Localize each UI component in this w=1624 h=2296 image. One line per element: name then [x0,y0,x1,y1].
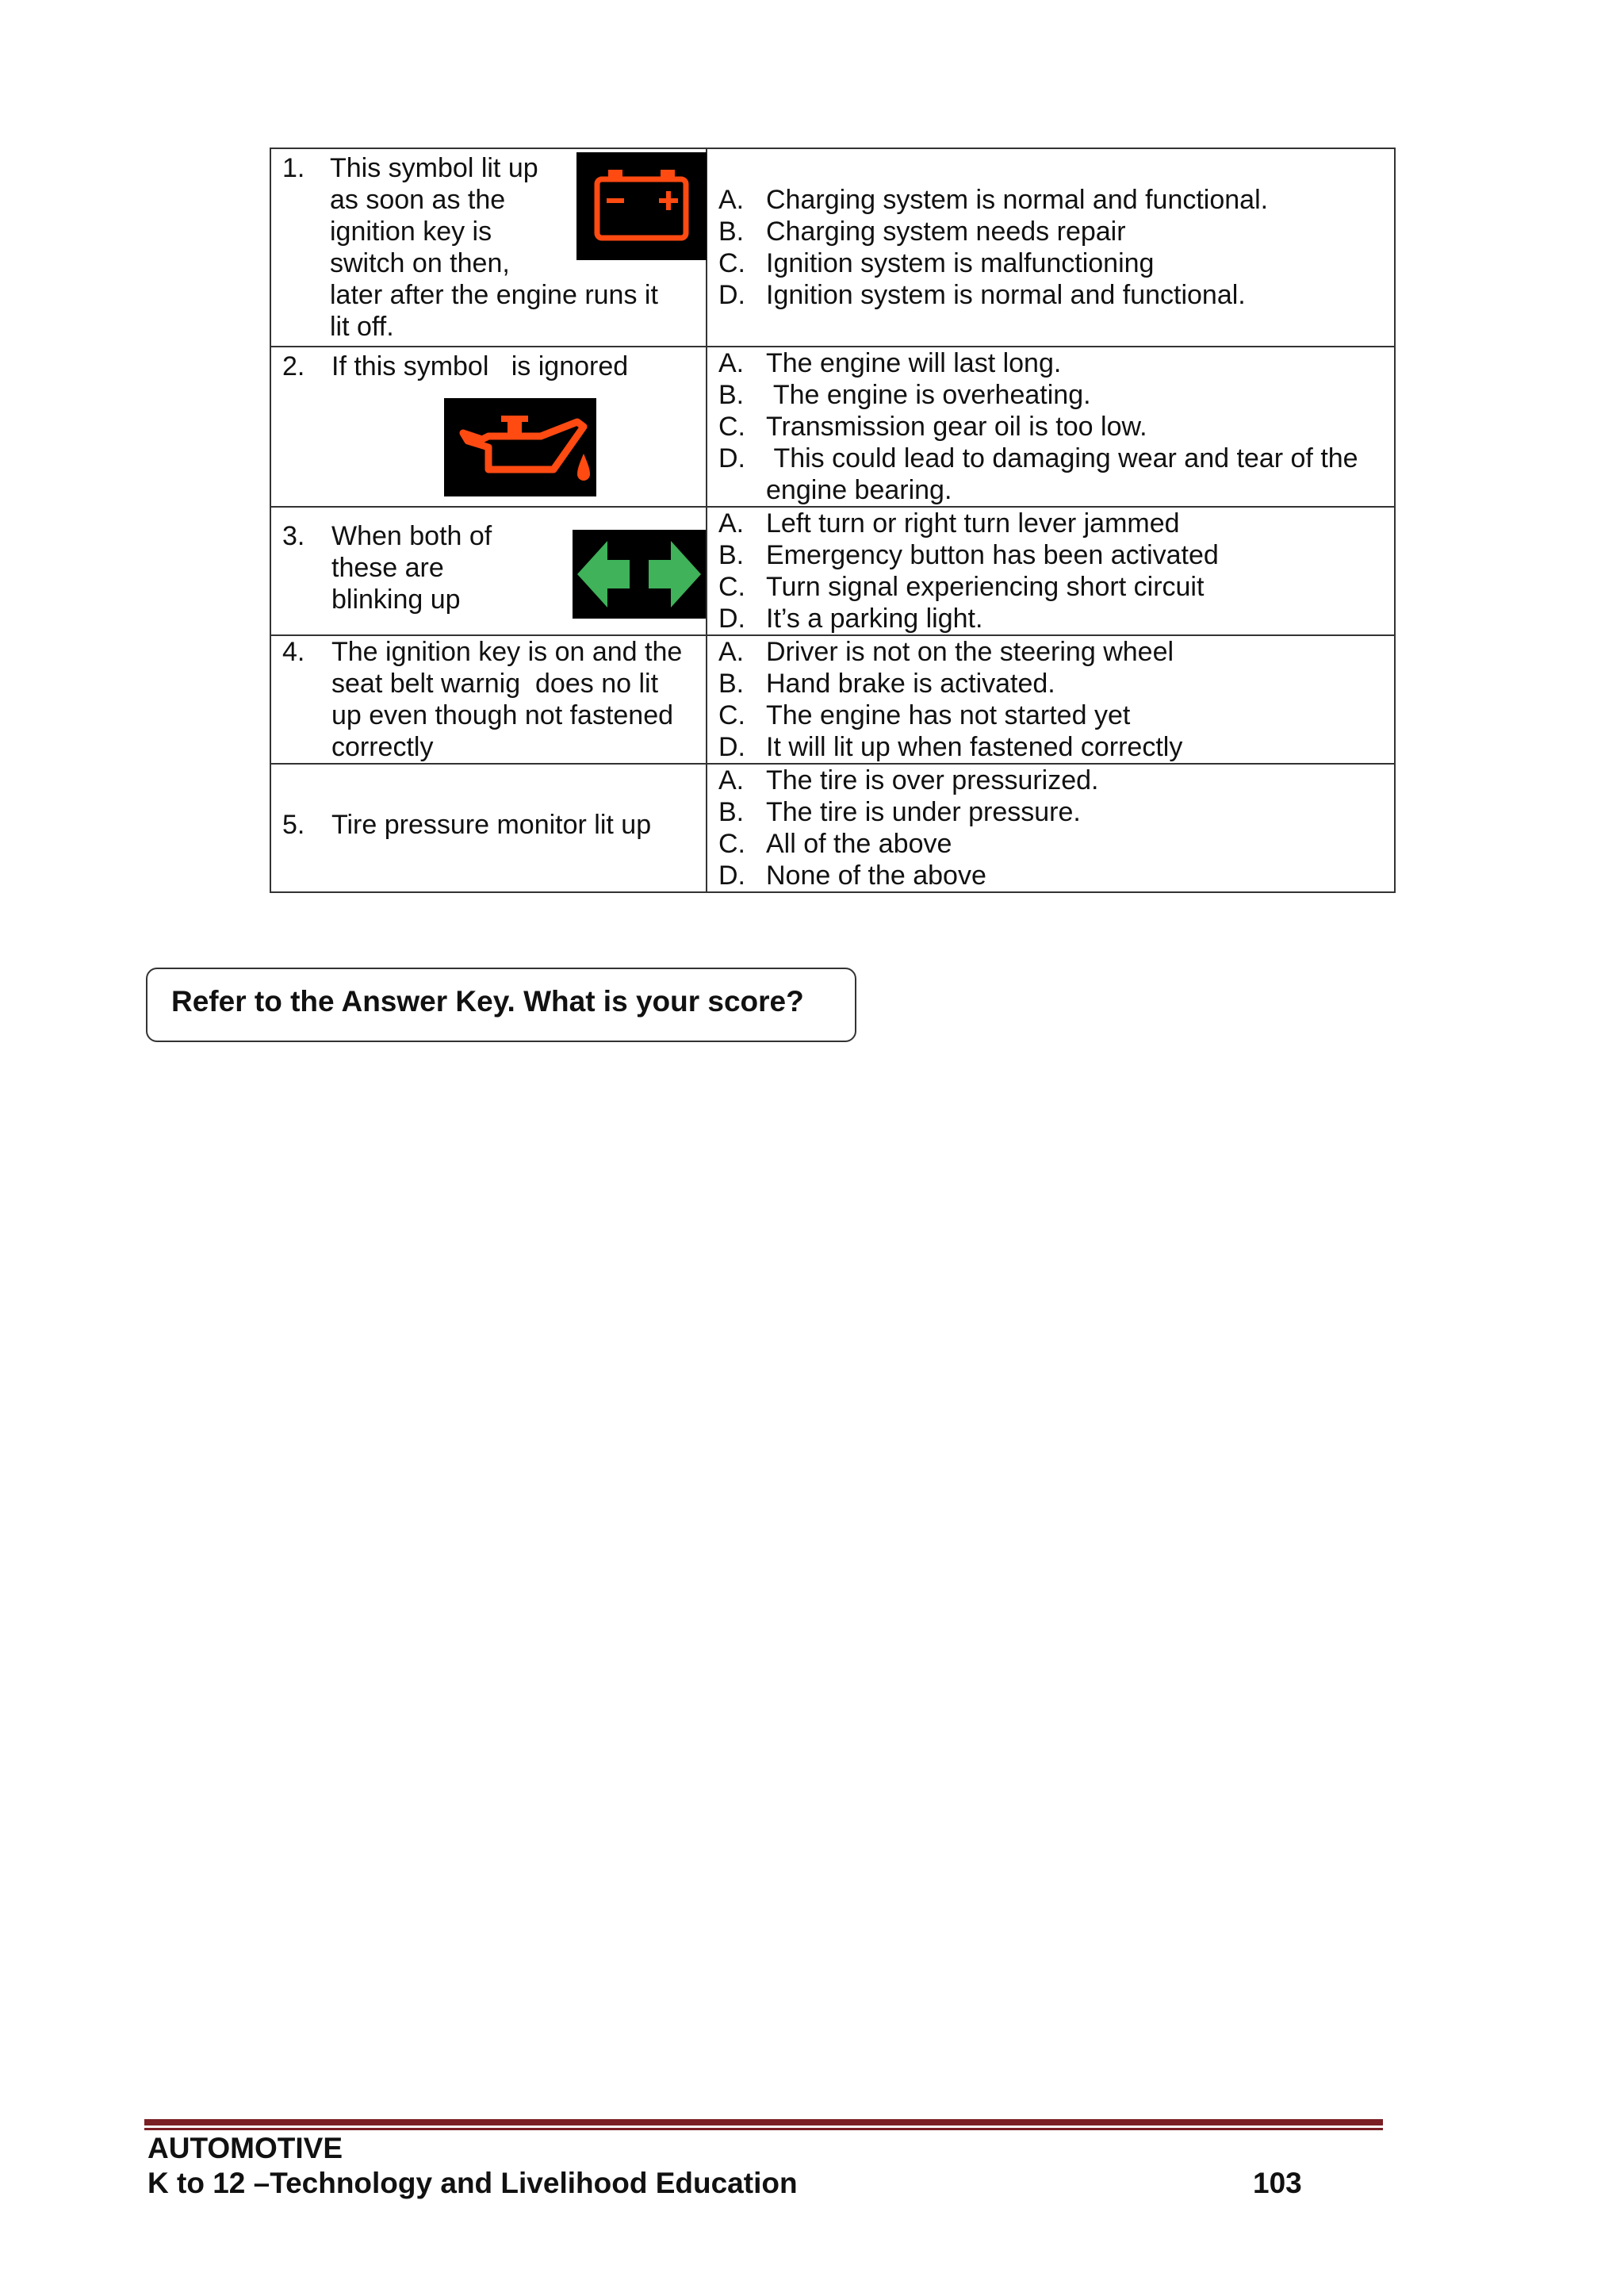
question-line: correctly [331,732,434,762]
question-row [270,635,1395,764]
question-number: 1. [282,153,305,183]
question-line: lit off. [330,312,394,342]
question-cell [270,148,707,347]
option-item[interactable]: D. None of the above [718,861,986,891]
question-line: these are [331,553,444,583]
question-number: 3. [282,521,305,551]
question-cell [270,635,707,764]
footer-rule-thin [144,2128,1383,2130]
option-item[interactable]: B. The tire is under pressure. [718,797,1081,827]
answer-cell [707,507,1395,635]
footer-subtitle: K to 12 –Technology and Livelihood Education [147,2167,798,2199]
question-line: up even though not fastened [331,700,674,730]
question-number: 5. [282,810,305,840]
footer-title: AUTOMOTIVE [147,2132,343,2164]
option-item[interactable]: C. Turn signal experiencing short circuit [718,572,1205,602]
question-cell [270,507,707,635]
question-line: ignition key is [330,217,492,247]
option-item[interactable]: B. Emergency button has been activated [718,540,1219,570]
option-item[interactable]: C. The engine has not started yet [718,700,1131,730]
question-line: as soon as the [330,185,506,215]
option-item[interactable]: C. All of the above [718,829,952,859]
battery-warning-icon [576,152,707,260]
question-cell [270,347,707,507]
question-line: When both of [331,521,492,551]
option-item[interactable]: B. Charging system needs repair [718,217,1126,247]
option-item[interactable]: A. The tire is over pressurized. [718,765,1099,795]
question-line: If this symbol is ignored [331,351,629,381]
question-line: seat belt warnig does no lit [331,669,659,699]
answer-cell [707,764,1395,892]
question-number: 4. [282,637,305,667]
answer-cell [707,148,1395,347]
question-number: 2. [282,351,305,381]
option-item[interactable]: D. It’s a parking light. [718,604,983,634]
question-line: switch on then, [330,248,510,278]
answer-cell [707,635,1395,764]
option-item[interactable]: A. Left turn or right turn lever jammed [718,508,1180,539]
quiz-table [270,148,1396,893]
option-item[interactable]: C. Ignition system is malfunctioning [718,248,1155,278]
question-line: Tire pressure monitor lit up [331,810,652,840]
answer-cell [707,347,1395,507]
oil-pressure-warning-icon [444,398,596,496]
question-cell [270,764,707,892]
turn-signal-arrows-icon [573,530,706,619]
footer-rule [144,2119,1383,2125]
question-row [270,507,1395,635]
option-item[interactable]: C. Transmission gear oil is too low. [718,412,1147,442]
question-row [270,148,1395,347]
question-row [270,764,1395,892]
question-line: This symbol lit up [330,153,538,183]
score-prompt-box: Refer to the Answer Key. What is your score? [146,968,856,1042]
option-item[interactable]: A. Driver is not on the steering wheel [718,637,1174,667]
option-item[interactable]: D. Ignition system is normal and functional. [718,280,1246,310]
question-line: blinking up [331,585,461,615]
option-item[interactable]: A. Charging system is normal and functional. [718,185,1269,215]
page-number: 103 [1253,2167,1302,2199]
question-line: The ignition key is on and the [331,637,683,667]
option-item[interactable]: B. The engine is overheating. [718,380,1091,410]
option-item[interactable]: A. The engine will last long. [718,348,1062,378]
question-line: later after the engine runs it [330,280,658,310]
option-item[interactable]: D. It will lit up when fastened correctly [718,732,1183,762]
question-row [270,347,1395,507]
option-item[interactable]: B. Hand brake is activated. [718,669,1055,699]
option-item[interactable]: D. This could lead to damaging wear and tear of the engine bearing. [718,443,1366,505]
